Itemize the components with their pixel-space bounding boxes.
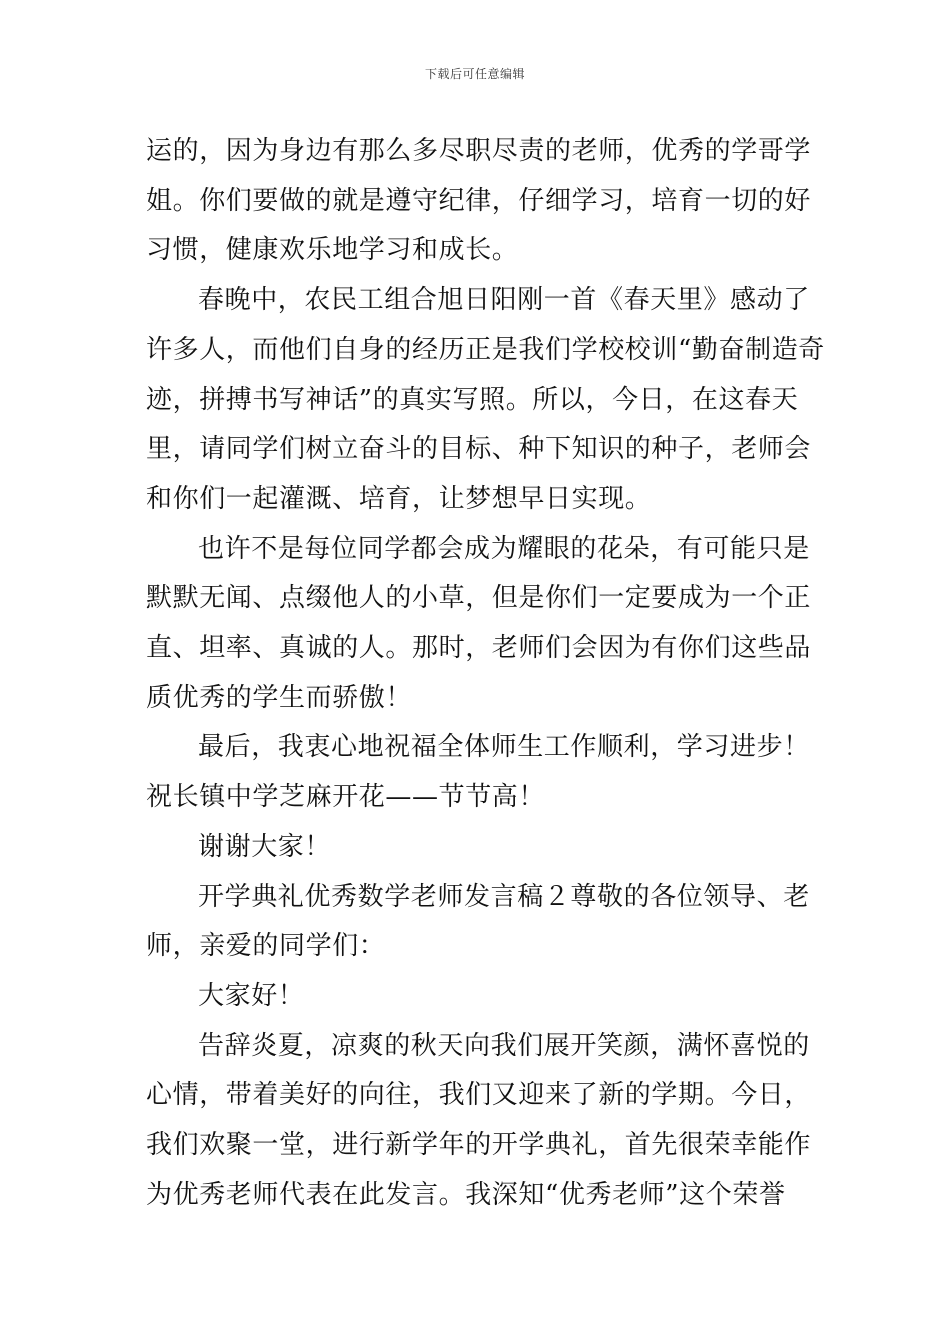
paragraph-4: 最后，我衷心地祝福全体师生工作顺利，学习进步！ [198, 732, 810, 763]
paragraph-7: 开学典礼优秀数学老师发言稿２尊敬的各位领导、老师，亲爱的同学们： [146, 881, 810, 962]
paragraph-9: 告辞炎夏，凉爽的秋天向我们展开笑颜，满怀喜悦的心情，带着美好的向往，我们又迎来了新的学期。今日，我们欢聚一堂，进行新学年的开学典礼，首先很荣幸能作为优秀老师代表在此发言。我深知“优秀老师”这个荣誉 [146, 1030, 812, 1210]
paragraph-6: 谢谢大家！ [198, 831, 332, 862]
paragraph-5: 祝长镇中学芝麻开花——节节高！ [146, 782, 546, 813]
paragraph-2: 春晚中，农民工组合旭日阳刚一首《春天里》感动了许多人，而他们自身的经历正是我们学校校训“勤奋制造奇迹，拼搏书写神话”的真实写照。所以，今日，在这春天里，请同学们树立奋斗的目标、种下知识的种子，老师会和你们一起灌溉、培育，让梦想早日实现。 [146, 285, 825, 514]
document-body [146, 127, 826, 1220]
paragraph-3: 也许不是每位同学都会成为耀眼的花朵，有可能只是默默无闻、点缀他人的小草，但是你们一定要成为一个正直、坦率、真诚的人。那时，老师们会因为有你们这些品质优秀的学生而骄傲！ [146, 533, 812, 713]
page-header: 下载后可任意编辑 [424, 67, 525, 81]
paragraph-8: 大家好！ [198, 980, 305, 1011]
paragraph-1: 运的，因为身边有那么多尽职尽责的老师，优秀的学哥学姐。你们要做的就是遵守纪律，仔细学习，培育一切的好习惯，健康欢乐地学习和成长。 [146, 136, 812, 266]
